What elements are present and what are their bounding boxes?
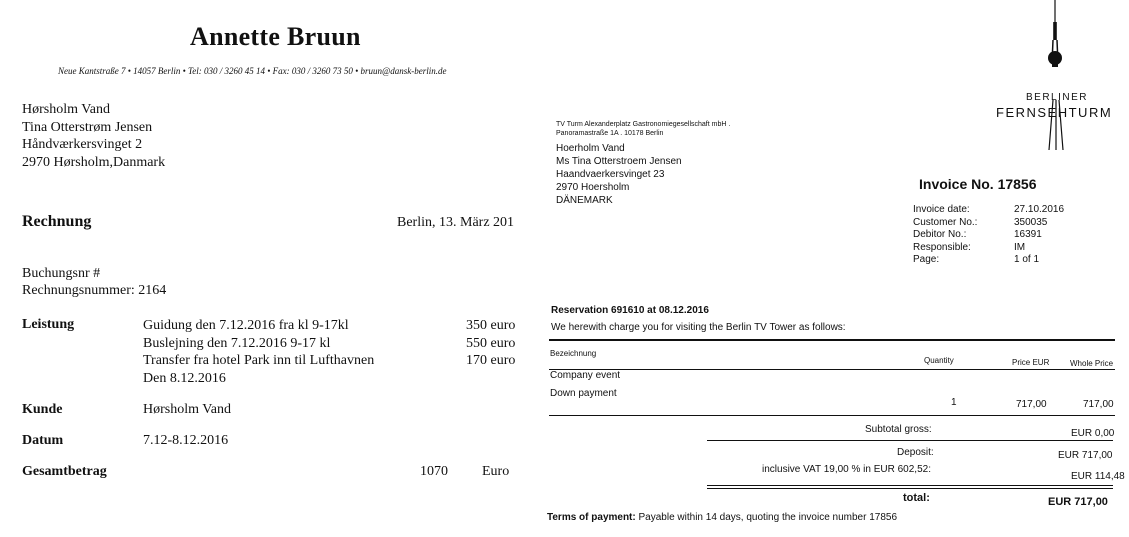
meta-label: Customer No.: xyxy=(913,216,978,228)
total-label: Gesamtbetrag xyxy=(22,464,107,479)
sender-block xyxy=(556,120,730,138)
recipient-block xyxy=(22,101,165,171)
kunde-label: Kunde xyxy=(22,402,63,417)
document-title: Rechnung xyxy=(22,213,92,230)
services-amounts xyxy=(466,317,515,370)
service-amount: 350 euro xyxy=(466,318,516,333)
logo-line-2: FERNSEHTURM xyxy=(996,105,1113,120)
invoice-meta-values xyxy=(1014,204,1064,267)
terms-label: Terms of payment: xyxy=(547,512,636,523)
table-cell: 717,00 xyxy=(1016,399,1047,410)
table-cell: 717,00 xyxy=(1083,399,1114,410)
sender-name: Annette Bruun xyxy=(190,22,361,51)
reservation-title: Reservation 691610 at 08.12.2016 xyxy=(551,305,709,316)
meta-value: 350035 xyxy=(1014,216,1048,228)
meta-label: Page: xyxy=(913,254,940,266)
terms-text: Payable within 14 days, quoting the invoice number 17856 xyxy=(638,512,898,523)
service-line: Den 8.12.2016 xyxy=(143,370,226,386)
datum-value: 7.12-8.12.2016 xyxy=(143,433,229,448)
kunde-value: Hørsholm Vand xyxy=(143,402,232,417)
total-currency: Euro xyxy=(482,464,510,479)
invoice-title: Invoice No. 17856 xyxy=(919,176,1037,192)
service-line: Transfer fra hotel Park inn til Lufthavnen xyxy=(143,353,375,368)
recipient-line: 2970 Hørsholm,Danmark xyxy=(22,154,166,170)
table-bottom-rule xyxy=(549,415,1115,416)
logo-line-1: BERLINER xyxy=(1026,92,1089,103)
recipient-line: Ms Tina Otterstroem Jensen xyxy=(556,156,682,167)
recipient-line: DÄNEMARK xyxy=(556,195,613,206)
right-invoice xyxy=(540,0,1129,537)
table-header-rule xyxy=(549,369,1115,370)
subtotal-label: Subtotal gross: xyxy=(865,424,932,435)
vat-value: EUR 114,48 xyxy=(1071,471,1125,482)
tv-tower-icon xyxy=(1040,0,1070,90)
invoice-meta-labels xyxy=(913,204,977,267)
subtotal-value: EUR 0,00 xyxy=(1071,428,1115,439)
document-date: Berlin, 13. März 201 xyxy=(397,215,515,230)
service-line: Buslejning den 7.12.2016 9-17 kl xyxy=(143,335,331,351)
deposit-label: Deposit: xyxy=(897,447,934,458)
invoice-number: Rechnungsnummer: 2164 xyxy=(22,283,167,298)
total-label: total: xyxy=(903,492,930,504)
terms-of-payment xyxy=(547,512,897,523)
total-rule-bottom xyxy=(707,488,1113,489)
sender-line: Panoramastraße 1A . 10178 Berlin xyxy=(556,130,664,137)
sender-line: TV Turm Alexanderplatz Gastronomiegesellschaft mbH . xyxy=(556,121,731,128)
vat-label: inclusive VAT 19,00 % in EUR 602,52: xyxy=(762,464,931,475)
total-rule-top xyxy=(707,485,1113,486)
total-value: EUR 717,00 xyxy=(1048,496,1108,508)
meta-label: Invoice date: xyxy=(913,204,970,215)
meta-value: 1 of 1 xyxy=(1014,254,1040,266)
col-header-qty: Quantity xyxy=(924,356,954,365)
booking-number: Buchungsnr # xyxy=(22,266,101,281)
table-cell: 1 xyxy=(951,397,957,408)
table-top-rule xyxy=(549,339,1115,341)
meta-value: 16391 xyxy=(1014,229,1042,241)
service-line: Guidung den 7.12.2016 fra kl 9-17kl xyxy=(143,318,349,333)
recipient-line: Hoerholm Vand xyxy=(556,143,625,154)
total-value: 1070 xyxy=(420,464,448,479)
deposit-value: EUR 717,00 xyxy=(1058,450,1113,461)
service-amount: 550 euro xyxy=(466,335,516,351)
left-invoice xyxy=(0,0,520,537)
meta-value: IM xyxy=(1014,241,1026,253)
meta-label: Responsible: xyxy=(913,241,971,253)
recipient-line: Tina Otterstrøm Jensen xyxy=(22,119,153,135)
meta-label: Debitor No.: xyxy=(913,229,967,241)
col-header-price: Price EUR xyxy=(1012,358,1050,367)
col-header-whole: Whole Price xyxy=(1070,359,1114,368)
table-cell: Company event xyxy=(550,370,621,381)
recipient-line: Håndværkersvinget 2 xyxy=(22,137,143,152)
table-cell: Down payment xyxy=(550,388,617,399)
recipient-line: Hørsholm Vand xyxy=(22,102,111,117)
sender-address: Neue Kantstraße 7 • 14057 Berlin • Tel: 030 / 3260 45 14 • Fax: 030 / 3260 73 50 • bruun@dansk-berlin.de xyxy=(58,66,447,76)
leistung-label: Leistung xyxy=(22,317,75,332)
recipient-line: 2970 Hoersholm xyxy=(556,182,630,193)
col-header-desc: Bezeichnung xyxy=(550,349,597,358)
meta-value: 27.10.2016 xyxy=(1014,204,1065,215)
subtotal-rule xyxy=(707,440,1113,441)
reservation-subtitle: We herewith charge you for visiting the Berlin TV Tower as follows: xyxy=(551,322,846,333)
services-list xyxy=(143,317,374,387)
recipient-line: Haandvaerkersvinget 23 xyxy=(556,169,665,180)
recipient-block xyxy=(556,142,682,207)
service-amount: 170 euro xyxy=(466,353,516,368)
datum-label: Datum xyxy=(22,433,64,448)
